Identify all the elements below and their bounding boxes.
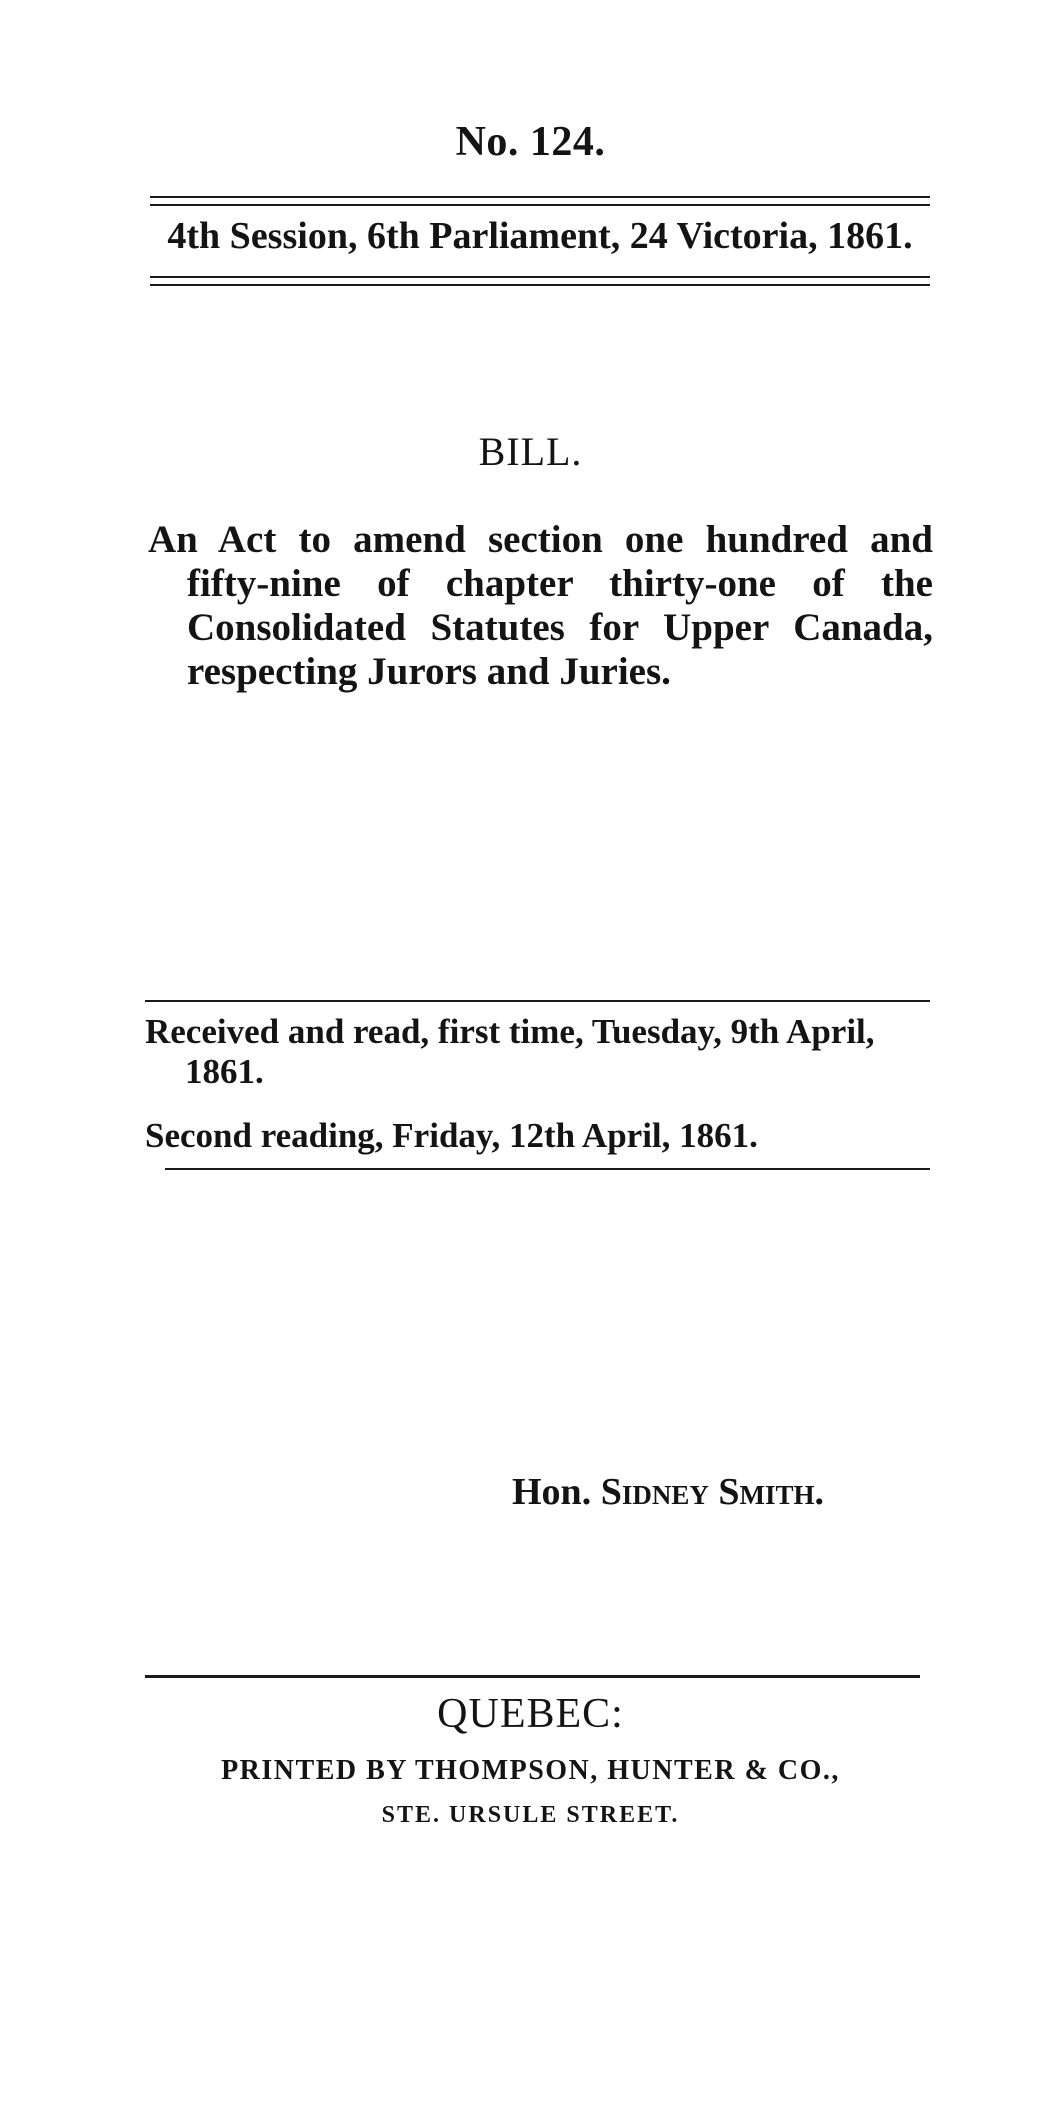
double-rule-top — [150, 196, 930, 206]
bill-number: No. 124. — [455, 119, 606, 165]
imprint-city: QUEBEC: — [437, 1691, 624, 1737]
sponsor-name: Sidney Smith. — [600, 1471, 824, 1513]
act-title: An Act to amend section one hundred and fifty-nine of chapter thirty-one of the Consolidated Statutes for Upper Canada, respecting Jurors and Juries. — [148, 518, 933, 693]
imprint-street: STE. URSULE STREET. — [381, 1802, 680, 1828]
first-reading: Received and read, first time, Tuesday, 9th April, 1861. — [145, 1012, 875, 1091]
sponsor-prefix: Hon. — [512, 1471, 592, 1513]
double-rule-bottom — [150, 276, 930, 286]
second-reading: Second reading, Friday, 12th April, 1861. — [145, 1116, 758, 1155]
imprint-rule — [145, 1675, 920, 1678]
session-line: 4th Session, 6th Parliament, 24 Victoria, 1861. — [167, 215, 913, 257]
imprint-printer: PRINTED BY THOMPSON, HUNTER & CO., — [221, 1755, 840, 1786]
bill-heading: BILL. — [478, 429, 583, 474]
sponsor — [512, 1470, 824, 1514]
readings-rule-bottom — [165, 1168, 930, 1170]
readings-rule-top — [145, 1000, 930, 1002]
